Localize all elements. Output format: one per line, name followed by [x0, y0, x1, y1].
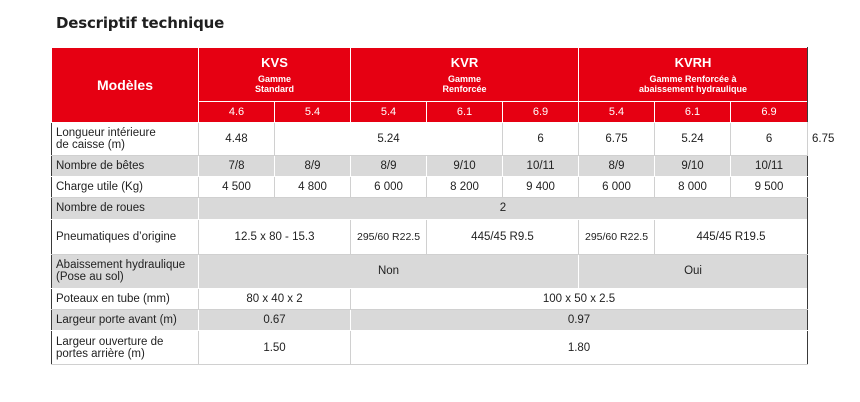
- cell: 8 200: [427, 177, 503, 198]
- cell: 2: [199, 198, 808, 219]
- row-label: Largeur porte avant (m): [52, 310, 199, 331]
- cell: 6 000: [579, 177, 655, 198]
- row-label-line1: Abaissement hydraulique: [56, 259, 186, 272]
- group-name: KVRH: [674, 54, 712, 70]
- row-label-line2: portes arrière (m): [56, 347, 145, 360]
- group-subtitle-line2: Renforcée: [442, 83, 487, 94]
- cell: 8/9: [579, 155, 655, 176]
- version-cell: 4.6: [199, 101, 275, 122]
- group-subtitle-line2: Standard: [255, 83, 295, 94]
- cell: 80 x 40 x 2: [199, 288, 351, 309]
- cell: 7/8: [199, 155, 275, 176]
- cell: 100 x 50 x 2.5: [351, 288, 808, 309]
- row-label-line1: Longueur intérieure: [56, 126, 156, 139]
- cell: 295/60 R22.5: [579, 219, 655, 255]
- cell: 1.50: [199, 331, 351, 365]
- cell: 445/45 R9.5: [427, 219, 579, 255]
- row-label-line2: de caisse (m): [56, 138, 126, 151]
- group-subtitle-line1: Gamme: [257, 73, 292, 84]
- cell: 9/10: [655, 155, 731, 176]
- version-cell: 5.4: [579, 101, 655, 122]
- table-row: Longueur intérieure de caisse (m) 4.48 5.24 6 6.75 5.24 6 6.75: [52, 123, 808, 156]
- group-header-kvr: [351, 48, 579, 102]
- cell: 9 400: [503, 177, 579, 198]
- version-cell: 5.4: [275, 101, 351, 122]
- table-row: [52, 177, 808, 198]
- row-label: Nombre de roues: [52, 198, 199, 219]
- table-row: [52, 155, 808, 176]
- header-row-models: [52, 48, 808, 102]
- version-cell: 6.1: [427, 101, 503, 122]
- row-label: Pneumatiques d’origine: [52, 219, 199, 255]
- cell: Oui: [579, 255, 808, 289]
- version-cell: 6.9: [503, 101, 579, 122]
- cell: 10/11: [503, 155, 579, 176]
- group-name: KVR: [450, 54, 479, 70]
- row-label: Charge utile (Kg): [52, 177, 199, 198]
- table-row: [52, 331, 808, 365]
- table-row: [52, 255, 808, 289]
- cell: 4 500: [199, 177, 275, 198]
- cell: 9/10: [427, 155, 503, 176]
- cell: 8/9: [275, 155, 351, 176]
- cell: 0.97: [351, 310, 808, 331]
- cell: 8 000: [655, 177, 731, 198]
- version-cell: 6.1: [655, 101, 731, 122]
- row-label: [52, 123, 199, 156]
- cell: 5.24: [275, 123, 503, 156]
- cell: 10/11: [731, 155, 808, 176]
- table-row: [52, 198, 808, 219]
- group-header-kvrh: [579, 48, 808, 102]
- spec-table: [51, 47, 835, 365]
- cell: 0.67: [199, 310, 351, 331]
- cell: Non: [199, 255, 579, 289]
- page-title: Descriptif technique: [56, 14, 225, 32]
- cell: 1.80: [351, 331, 808, 365]
- cell: 12.5 x 80 - 15.3: [199, 219, 351, 255]
- cell: 9 500: [731, 177, 808, 198]
- cell: 445/45 R19.5: [655, 219, 808, 255]
- table-row: [52, 310, 808, 331]
- cell: 6: [503, 123, 579, 156]
- group-name: KVS: [261, 54, 288, 70]
- cell: 5.24: [655, 123, 731, 156]
- cell: 6 000: [351, 177, 427, 198]
- row-label: [52, 331, 199, 365]
- row-label-line1: Largeur ouverture de: [56, 335, 164, 348]
- version-cell: 5.4: [351, 101, 427, 122]
- models-header: Modèles: [52, 48, 199, 123]
- row-label-line2: (Pose au sol): [56, 271, 124, 284]
- group-subtitle-line1: Gamme: [448, 73, 482, 84]
- cell: 4 800: [275, 177, 351, 198]
- row-label: Nombre de bêtes: [52, 155, 199, 176]
- group-subtitle-line1: Gamme Renforcée à: [649, 73, 737, 84]
- cell: 4.48: [199, 123, 275, 156]
- row-label: [52, 255, 199, 289]
- table-row: [52, 288, 808, 309]
- group-subtitle-line2: abaissement hydraulique: [638, 83, 748, 94]
- row-label: Poteaux en tube (mm): [52, 288, 199, 309]
- cell: 6.75: [579, 123, 655, 156]
- cell: 6: [731, 123, 808, 156]
- cell: 295/60 R22.5: [351, 219, 427, 255]
- cell: 8/9: [351, 155, 427, 176]
- version-cell: 6.9: [731, 101, 808, 122]
- group-header-kvs: [199, 48, 351, 102]
- table-row: [52, 219, 808, 255]
